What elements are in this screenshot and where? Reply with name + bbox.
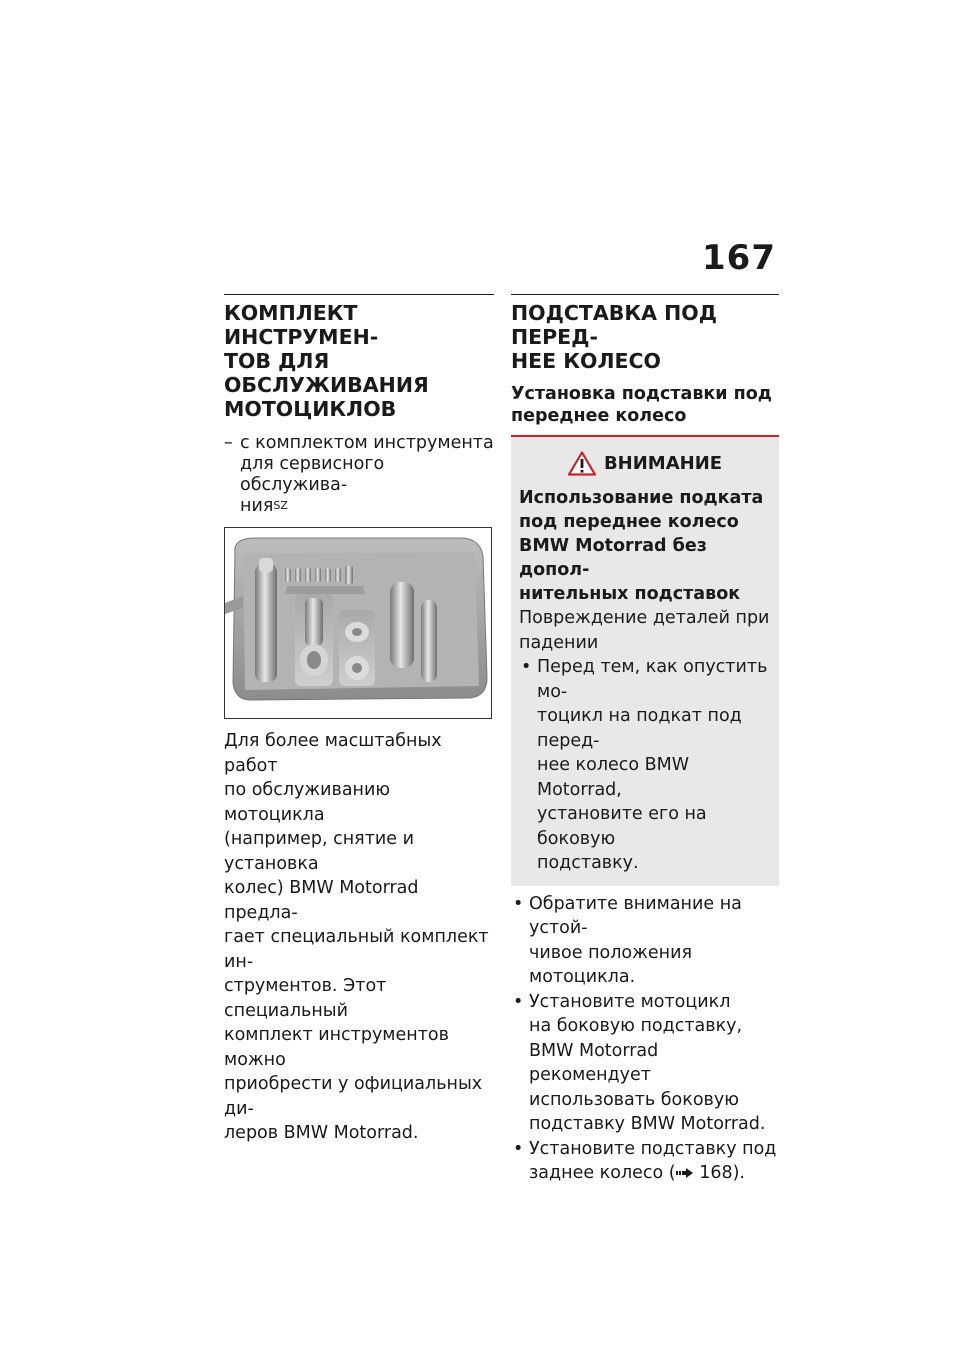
description-line: леров BMW Motorrad. bbox=[224, 1123, 419, 1143]
stand-subheading bbox=[511, 383, 779, 427]
warning-hazard-line: под переднее колесо bbox=[519, 512, 739, 532]
warning-instruction-line: подставку. bbox=[537, 853, 639, 873]
stand-heading-line: ПОДСТАВКА ПОД ПЕРЕД- bbox=[511, 301, 717, 349]
warning-hazard bbox=[519, 486, 771, 606]
step-line: Установите мотоцикл bbox=[529, 991, 731, 1012]
step-text: ). bbox=[732, 1163, 745, 1183]
step-text: заднее колесо ( bbox=[529, 1163, 676, 1183]
step-item bbox=[511, 1137, 779, 1186]
step-line: Установите подставку под bbox=[529, 1138, 777, 1159]
description-line: Для более масштабных работ bbox=[224, 731, 442, 776]
step-line bbox=[529, 1161, 779, 1186]
stand-heading-line: НЕЕ КОЛЕСО bbox=[511, 349, 661, 373]
bullet-marker: • bbox=[513, 1138, 524, 1159]
bullet-marker: • bbox=[513, 893, 524, 914]
warning-title: ВНИМАНИЕ bbox=[603, 453, 723, 474]
stand-heading bbox=[511, 301, 779, 373]
option-note-line: для сервисного обслужива- bbox=[240, 454, 385, 495]
warning-consequence-line: Повреждение деталей при bbox=[519, 608, 770, 628]
warning-instruction bbox=[519, 655, 771, 876]
toolkit-heading-line: ТОВ ДЛЯ ОБСЛУЖИВАНИЯ bbox=[224, 349, 429, 397]
toolkit-photo bbox=[224, 527, 492, 719]
warning-hazard-line: Использование подката bbox=[519, 488, 764, 508]
step-line: BMW Motorrad рекомендует bbox=[529, 1040, 659, 1085]
step-item bbox=[511, 990, 779, 1137]
description-line: гает специальный комплект ин- bbox=[224, 927, 489, 972]
heading-rule bbox=[224, 294, 494, 295]
toolkit-heading-line: МОТОЦИКЛОВ bbox=[224, 397, 397, 421]
step-line: на боковую подставку, bbox=[529, 1016, 743, 1036]
bullet-marker: • bbox=[521, 657, 532, 677]
toolkit-description bbox=[224, 729, 494, 1146]
toolkit-heading bbox=[224, 301, 494, 421]
warning-instruction-line: установите его на боковую bbox=[537, 804, 707, 849]
step-line: Обратите внимание на устой- bbox=[529, 893, 742, 938]
warning-box bbox=[511, 437, 779, 886]
page-number: 167 bbox=[702, 238, 776, 278]
description-line: струментов. Этот специальный bbox=[224, 976, 387, 1021]
bullet-marker: • bbox=[513, 991, 524, 1012]
page-reference[interactable]: 168 bbox=[699, 1163, 733, 1183]
description-line: колес) BMW Motorrad предла- bbox=[224, 878, 419, 923]
description-line: приобрести у официальных ди- bbox=[224, 1074, 483, 1119]
warning-triangle-icon bbox=[568, 451, 596, 476]
warning-header bbox=[519, 451, 771, 476]
heading-rule bbox=[511, 294, 779, 295]
option-code: SZ bbox=[273, 499, 288, 512]
option-note-line bbox=[240, 496, 494, 517]
step-line: подставку BMW Motorrad. bbox=[529, 1114, 766, 1134]
procedure-steps bbox=[511, 892, 779, 1186]
warning-consequence bbox=[519, 606, 771, 655]
toolkit-illustration bbox=[225, 528, 490, 717]
left-column bbox=[224, 294, 494, 1146]
step-line: чивое положения мотоцикла. bbox=[529, 942, 692, 987]
description-line: комплект инструментов можно bbox=[224, 1025, 449, 1070]
warning-instruction-line: Перед тем, как опустить мо- bbox=[537, 657, 768, 702]
right-column bbox=[511, 294, 779, 1186]
warning-hazard-line: нительных подставок bbox=[519, 584, 741, 604]
warning-instruction-line: тоцикл на подкат под перед- bbox=[537, 706, 742, 751]
option-note-line: с комплектом инструмента bbox=[240, 433, 494, 453]
dash-marker: – bbox=[224, 433, 233, 453]
description-line: по обслуживанию мотоцикла bbox=[224, 780, 391, 825]
warning-consequence-line: падении bbox=[519, 632, 599, 653]
option-note bbox=[224, 433, 494, 517]
stand-subheading-line: Установка подставки под bbox=[511, 384, 772, 404]
warning-instruction-line: нее колесо BMW Motorrad, bbox=[537, 755, 690, 800]
step-line: использовать боковую bbox=[529, 1089, 739, 1110]
stand-subheading-line: переднее колесо bbox=[511, 406, 687, 426]
warning-hazard-line: BMW Motorrad без допол- bbox=[519, 536, 707, 580]
description-line: (например, снятие и установка bbox=[224, 829, 414, 874]
page-reference-arrow-icon bbox=[676, 1167, 694, 1179]
option-note-text: ния bbox=[240, 496, 274, 516]
step-item bbox=[511, 892, 779, 990]
toolkit-heading-line: КОМПЛЕКТ ИНСТРУМЕН- bbox=[224, 301, 379, 349]
